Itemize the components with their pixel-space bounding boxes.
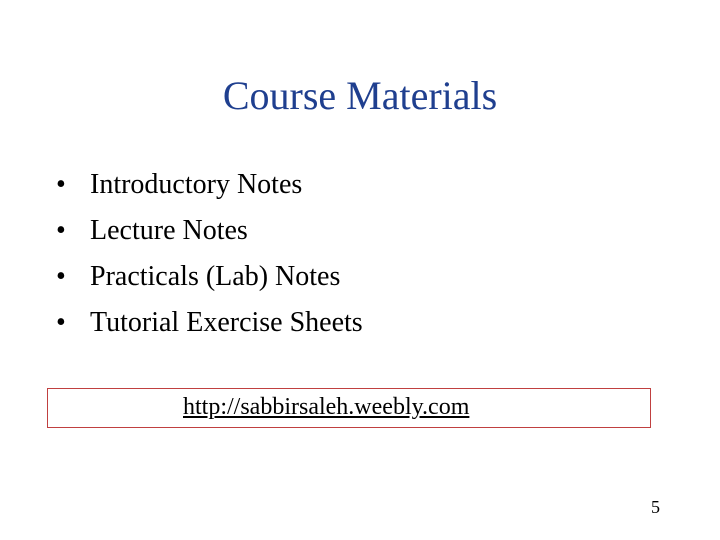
bullet-item <box>56 300 363 346</box>
bullet-text: Tutorial Exercise Sheets <box>90 307 363 338</box>
bullet-text: Introductory Notes <box>90 169 303 200</box>
bullet-text: Practicals (Lab) Notes <box>90 261 341 292</box>
bullet-icon: • <box>56 169 66 200</box>
bullet-item <box>56 162 363 208</box>
bullet-text: Lecture Notes <box>90 215 248 246</box>
page-number: 5 <box>651 497 660 517</box>
slide-title: Course Materials <box>222 73 498 118</box>
bullet-icon: • <box>56 307 66 338</box>
bullet-icon: • <box>56 261 66 292</box>
bullet-list <box>56 162 363 346</box>
bullet-item <box>56 208 363 254</box>
bullet-item <box>56 254 363 300</box>
website-link[interactable]: http://sabbirsaleh.weebly.com <box>183 394 470 420</box>
bullet-icon: • <box>56 215 66 246</box>
